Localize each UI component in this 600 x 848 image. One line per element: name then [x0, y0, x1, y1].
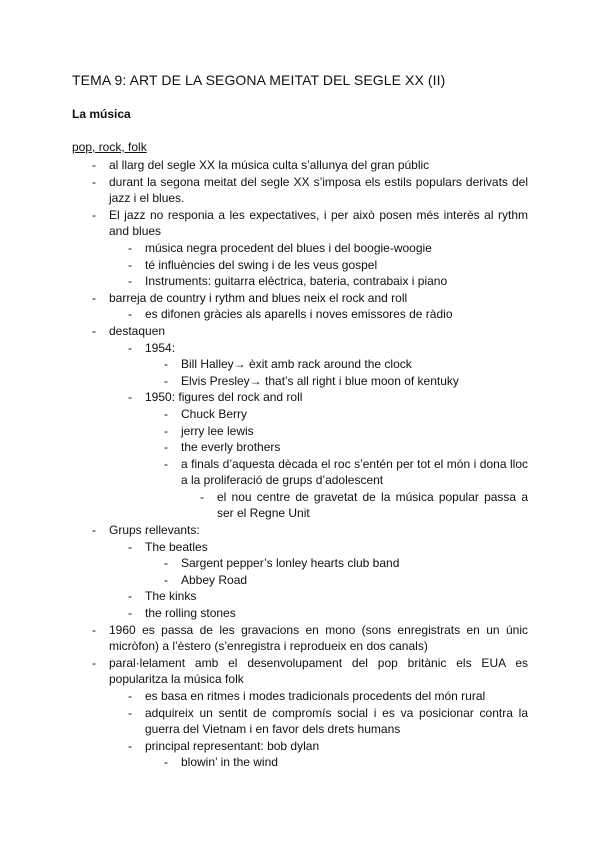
list-item-text: Sargent pepper’s lonley hearts club band: [181, 556, 400, 571]
list-item-text: paral·lelament amb el desenvolupament del pop britànic els EUA es popularitza la música folk: [109, 655, 528, 687]
list-bullet-dash: -: [92, 174, 96, 189]
list-item: [0, 373, 600, 390]
list-item-text: Grups rellevants:: [109, 523, 200, 538]
list-item: [0, 489, 600, 522]
subsection-heading: pop, rock, folk: [72, 140, 147, 154]
list-bullet-dash: -: [164, 406, 168, 421]
list-item-text: Abbey Road: [181, 572, 248, 587]
list-item: [0, 240, 600, 257]
list-item: [0, 273, 600, 290]
list-bullet-dash: -: [128, 589, 132, 604]
list-item-text: The beatles: [145, 539, 208, 554]
list-item-text: es basa en ritmes i modes tradicionals procedents del món rural: [145, 689, 486, 703]
list-item: [0, 754, 600, 771]
list-item: [0, 323, 600, 340]
list-bullet-dash: -: [92, 207, 96, 222]
list-bullet-dash: -: [128, 274, 132, 289]
list-bullet-dash: -: [128, 738, 132, 753]
list-item-text: música negra procedent del blues i del boogie-woogie: [145, 240, 432, 255]
list-item-text: jerry lee lewis: [181, 423, 254, 438]
list-item-text: té influències del swing i de les veus gospel: [145, 257, 378, 272]
list-bullet-dash: -: [164, 556, 168, 571]
list-item-text: The kinks: [145, 589, 197, 604]
list-item: [0, 389, 600, 406]
list-item: [0, 688, 600, 705]
list-bullet-dash: -: [128, 539, 132, 554]
list-item: [0, 406, 600, 423]
list-bullet-dash: -: [92, 290, 96, 305]
list-bullet-dash: -: [128, 689, 132, 703]
list-item: [0, 456, 600, 489]
list-bullet-dash: -: [164, 423, 168, 438]
list-item-text: 1954:: [145, 340, 176, 355]
list-item: [0, 522, 600, 539]
list-item: [0, 174, 600, 207]
list-bullet-dash: -: [92, 655, 96, 670]
list-bullet-dash: -: [92, 158, 96, 172]
list-bullet-dash: -: [164, 357, 168, 372]
list-item: [0, 555, 600, 572]
list-item-text: el nou centre de gravetat de la música popular passa a ser el Regne Unit: [217, 489, 528, 521]
list-item: [0, 157, 600, 174]
list-item: [0, 622, 600, 655]
list-bullet-dash: -: [92, 323, 96, 338]
list-bullet-dash: -: [164, 440, 168, 455]
list-item: [0, 290, 600, 307]
list-item: [0, 655, 600, 688]
list-item: [0, 705, 600, 738]
list-item-text: adquireix un sentit de compromís social i es va posicionar contra la guerra del Vietnam i en favor dels drets humans: [145, 705, 528, 737]
list-item: [0, 257, 600, 274]
list-bullet-dash: -: [164, 373, 168, 388]
list-item-text: principal representant: bob dylan: [145, 738, 320, 753]
list-bullet-dash: -: [128, 307, 132, 322]
list-item: [0, 738, 600, 755]
list-item-text: barreja de country i rythm and blues neix el rock and roll: [109, 290, 408, 305]
list-item: [0, 306, 600, 323]
list-item: [0, 572, 600, 589]
document-title: TEMA 9: ART DE LA SEGONA MEITAT DEL SEGLE XX (II): [72, 72, 446, 88]
list-item: [0, 340, 600, 357]
list-bullet-dash: -: [128, 705, 132, 720]
list-item: [0, 539, 600, 556]
list-item-text: blowin’ in the wind: [181, 755, 278, 770]
list-item: [0, 207, 600, 240]
list-item-text: Chuck Berry: [181, 406, 248, 421]
list-item-text: the rolling stones: [145, 606, 236, 621]
list-item-text: es difonen gràcies als aparells i noves emissores de ràdio: [145, 307, 453, 322]
list-bullet-dash: -: [92, 622, 96, 637]
list-bullet-dash: -: [128, 390, 132, 405]
section-heading: La música: [72, 107, 131, 121]
list-item-text: Bill Halley→ èxit amb rack around the clock: [181, 357, 412, 372]
list-bullet-dash: -: [128, 257, 132, 272]
list-item-text: El jazz no responia a les expectatives, i per això posen més interès al rythm and blues: [109, 207, 528, 239]
list-item-text: destaquen: [109, 323, 166, 338]
list-item-text: al llarg del segle XX la música culta s’allunya del gran públic: [109, 158, 430, 172]
list-item-text: 1960 es passa de les gravacions en mono (sons enregistrats en un únic micròfon) a l’èstero (s’enregistra i reprodueix en dos canals): [109, 622, 528, 654]
list-bullet-dash: -: [164, 572, 168, 587]
list-bullet-dash: -: [92, 523, 96, 538]
bullet-list: [0, 157, 600, 771]
list-item-text: 1950: figures del rock and roll: [145, 390, 303, 405]
list-item-text: Elvis Presley→ that’s all right i blue moon of kentuky: [181, 373, 459, 388]
list-item: [0, 439, 600, 456]
list-item-text: Instruments: guitarra elèctrica, bateria, contrabaix i piano: [145, 274, 448, 289]
list-item: [0, 605, 600, 622]
list-bullet-dash: -: [128, 606, 132, 621]
list-bullet-dash: -: [164, 456, 168, 471]
list-item: [0, 588, 600, 605]
list-bullet-dash: -: [128, 240, 132, 255]
list-item-text: the everly brothers: [181, 440, 281, 455]
list-item-text: a finals d’aquesta dècada el roc s’entén per tot el món i dona lloc a la proliferació de grups d’adolescent: [181, 456, 528, 488]
list-item: [0, 356, 600, 373]
list-bullet-dash: -: [200, 489, 204, 504]
list-item: [0, 423, 600, 440]
list-item-text: durant la segona meitat del segle XX s’imposa els estils populars derivats del jazz i el blues.: [109, 174, 528, 206]
list-bullet-dash: -: [128, 340, 132, 355]
list-bullet-dash: -: [164, 755, 168, 770]
